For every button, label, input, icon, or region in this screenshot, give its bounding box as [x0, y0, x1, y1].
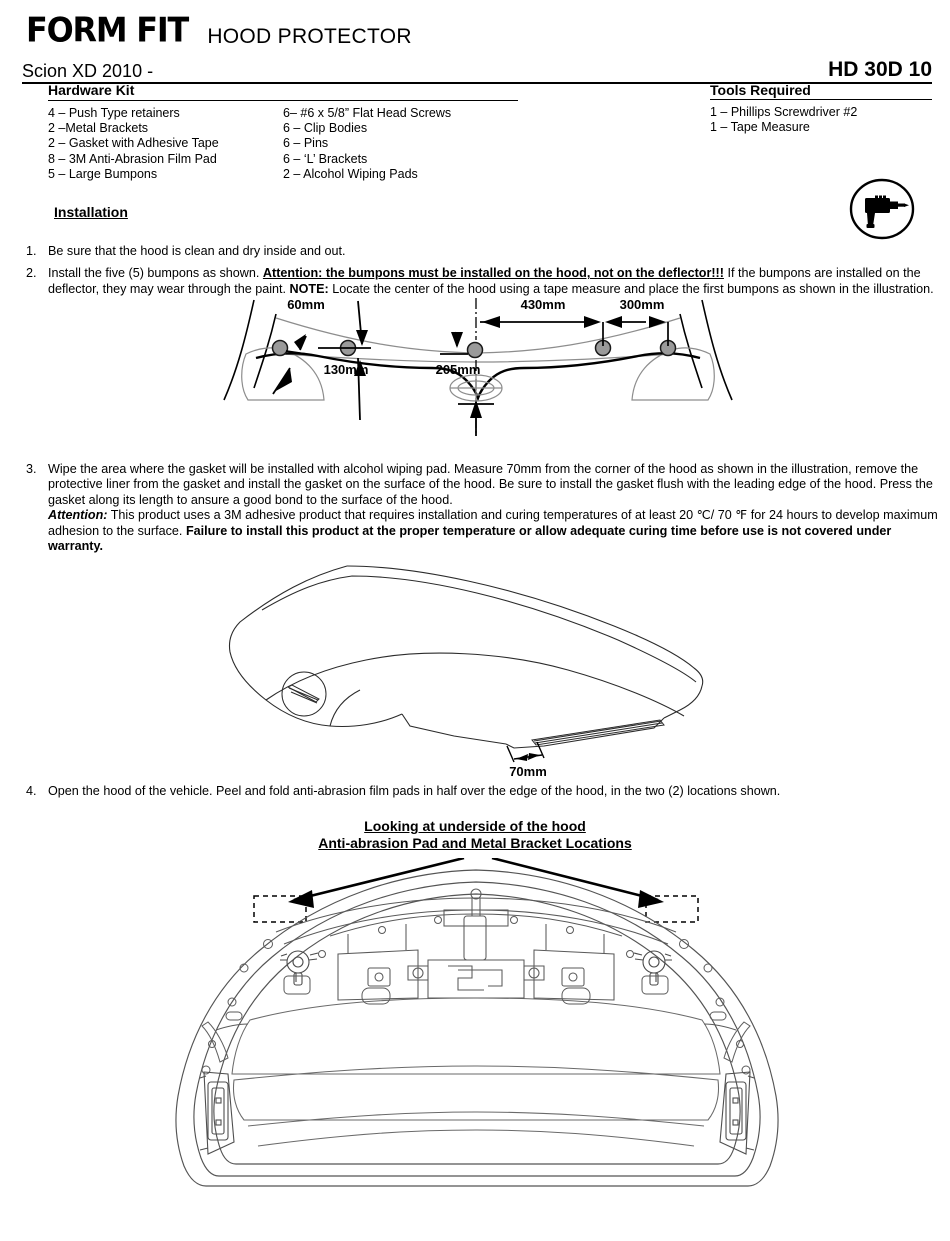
- list-item: 6 – Pins: [283, 136, 329, 151]
- list-item: 2 –Metal Brackets: [48, 121, 149, 136]
- text-run: Locate the center of the hood using a tape measure and place the first bumpons as shown in the illustration.: [328, 281, 934, 296]
- document-header: [0, 0, 950, 84]
- tools-required-title: Tools Required: [710, 82, 932, 100]
- installation-step-3: [26, 462, 938, 561]
- tools-required-list: [710, 105, 932, 135]
- text-run: Wipe the area where the gasket will be installed with alcohol wiping pad. Measure 70mm from the corner of the hood as shown in the illustration, remove the protective liner from the gasket and install the gasket on the surface of the hood. Be sure to install the gasket flush with the leading edge of the hood. Press the gasket along its length to ansure a good bond to the surface of the hood.: [48, 462, 933, 507]
- vehicle-application-label: Scion XD 2010 -: [22, 61, 154, 81]
- text-run: Attention: the bumpons must be installed on the hood, not on the deflector!!!: [262, 266, 724, 281]
- hood-gasket-diagram: [214, 560, 744, 785]
- hardware-kit-section: [48, 82, 518, 182]
- dimension-label: 60mm: [287, 297, 325, 312]
- list-item: 8 – 3M Anti-Abrasion Film Pad: [48, 151, 217, 166]
- list-item: 5 – Large Bumpons: [48, 166, 158, 181]
- hood-underside-diagram: [172, 858, 782, 1193]
- step-number: 3.: [26, 462, 37, 476]
- tools-required-section: [710, 82, 932, 135]
- caption-line-1: Looking at underside of the hood: [364, 818, 586, 834]
- product-type-label: HOOD PROTECTOR: [207, 25, 412, 48]
- dimension-label: 130mm: [323, 362, 369, 377]
- step-text: [48, 244, 934, 259]
- dimension-label: 205mm: [435, 362, 481, 377]
- bumpon-placement-diagram: [218, 296, 738, 461]
- list-item: 4 – Push Type retainers: [48, 106, 180, 120]
- step-number: 2.: [26, 266, 37, 281]
- text-run: This product uses a 3M adhesive product that requires installation and curing temperatures of at least 20 ℃/ 70 ℉ for 24 hours to develop maximum adhesion to the surface.: [48, 508, 938, 538]
- text-run: If the bumpons are installed on the deflector, they may wear through the paint.: [48, 266, 921, 296]
- installation-step-2: [26, 266, 934, 297]
- text-run: Be sure that the hood is clean and dry inside and out.: [48, 244, 346, 258]
- hardware-kit-title: Hardware Kit: [48, 82, 135, 98]
- text-run: Open the hood of the vehicle. Peel and fold anti-abrasion film pads in half over the edge of the hood, in the two (2) locations shown.: [48, 784, 781, 798]
- text-run: Attention:: [48, 508, 108, 523]
- list-item: 1 – Phillips Screwdriver #2: [710, 105, 858, 119]
- list-item: 2 – Gasket with Adhesive Tape: [48, 136, 219, 151]
- brand-row: [0, 0, 950, 51]
- form-fit-logo: FORM FIT: [26, 11, 189, 51]
- installation-title: Installation: [54, 204, 128, 220]
- text-run: NOTE:: [289, 281, 329, 296]
- list-item: 6– #6 x 5/8” Flat Head Screws: [283, 106, 452, 120]
- step-number: 1.: [26, 244, 37, 258]
- caption-line-2: Anti-abrasion Pad and Metal Bracket Locations: [318, 835, 632, 851]
- step-text: [48, 784, 938, 799]
- list-item: 2 – Alcohol Wiping Pads: [283, 166, 418, 181]
- vehicle-part-row: [22, 57, 932, 84]
- installation-step-1: [26, 244, 934, 259]
- underside-figure-caption: [0, 818, 950, 852]
- list-item: 6 – Clip Bodies: [283, 121, 368, 136]
- dimension-label: 70mm: [509, 764, 547, 779]
- step-text: [48, 266, 934, 297]
- dimension-label: 300mm: [619, 297, 665, 312]
- part-number-label: HD 30D 10: [828, 58, 932, 81]
- list-item: 6 – ‘L’ Brackets: [283, 151, 368, 166]
- hardware-kit-right-column: [283, 106, 518, 182]
- dimension-label: 430mm: [520, 297, 566, 312]
- hardware-kit-left-column: [48, 106, 283, 182]
- text-run: Install the five (5) bumpons as shown.: [48, 266, 263, 281]
- list-item: 1 – Tape Measure: [710, 120, 810, 135]
- step-text: [48, 462, 938, 554]
- installation-step-4: [26, 784, 938, 806]
- step-number: 4.: [26, 784, 37, 798]
- hardware-kit-rule: [48, 100, 518, 101]
- no-drill-icon: [848, 178, 916, 240]
- text-run: Failure to install this product at the proper temperature or allow adequate curing time before use is not covered under warranty.: [48, 523, 892, 554]
